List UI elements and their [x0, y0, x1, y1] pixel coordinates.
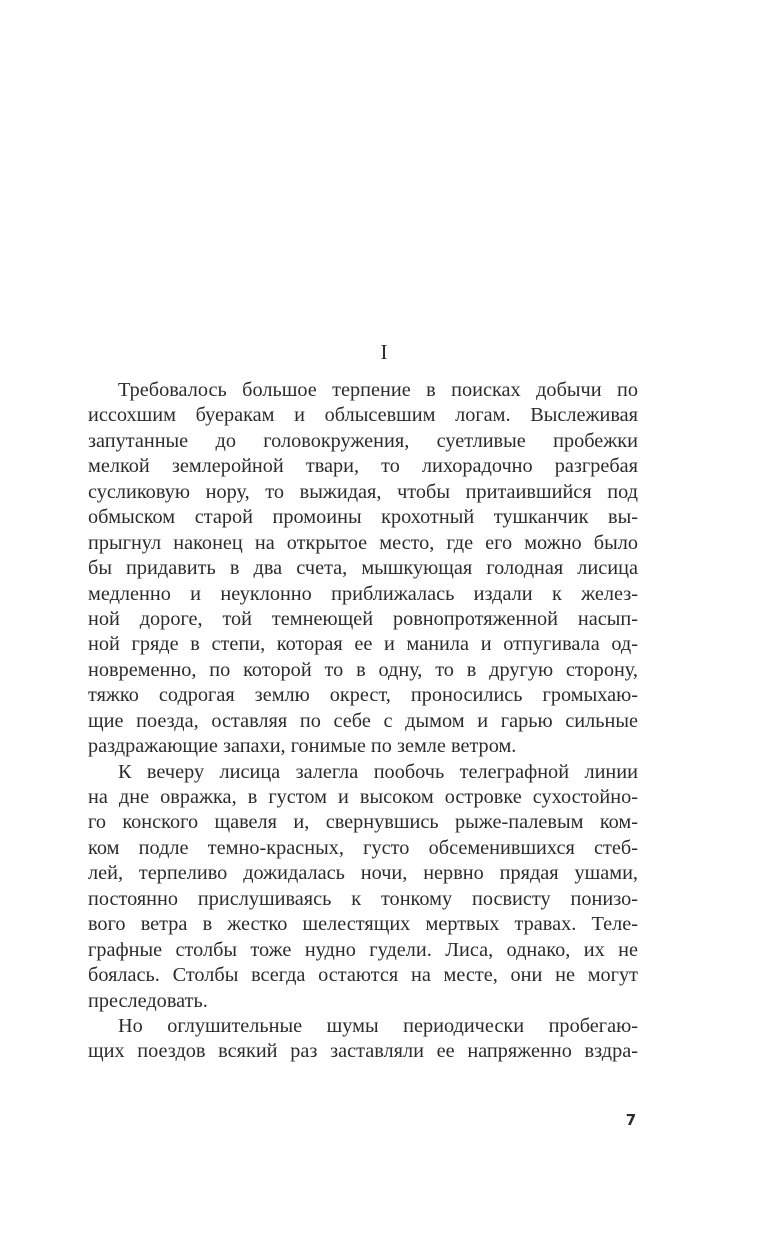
text-line: запутанные до головокружения, суетливые пробежки: [88, 429, 638, 452]
body-text: [88, 378, 638, 1065]
text-line: щие поезда, оставляя по себе с дымом и гарью сильные: [88, 709, 638, 732]
text-line: ком подле темно-красных, густо обсеменившихся стеб-: [88, 836, 638, 859]
text-line: иссохшим буеракам и облысевшим логам. Выслеживая: [88, 404, 638, 427]
text-line: мелкой землеройной твари, то лихорадочно разгребая: [88, 455, 638, 478]
text-line: сусликовую нору, то выжидая, чтобы притаившийся под: [88, 480, 638, 503]
paragraph: [88, 1014, 638, 1065]
text-line: бы придавить в два счета, мышкующая голодная лисица: [88, 557, 638, 580]
text-line: на дне овражка, в густом и высоком островке сухостойно-: [88, 786, 638, 808]
text-line: боялась. Столбы всегда остаются на месте, они не могут: [88, 964, 638, 987]
text-line: новременно, по которой то в одну, то в другую сторону,: [88, 658, 638, 681]
text-line: вого ветра в жестко шелестящих мертвых травах. Теле-: [88, 913, 638, 936]
text-line: Требовалось большое терпение в поисках добычи по: [118, 379, 638, 401]
text-line: К вечеру лисица залегла пообочь телеграфной линии: [118, 760, 638, 783]
text-line: ной гряде в степи, которая ее и манила и отпугивала од-: [88, 633, 638, 656]
paragraph: [88, 378, 638, 760]
text-line: постоянно прислушиваясь к тонкому посвисту понизо-: [88, 887, 638, 910]
text-line: лей, терпеливо дожидалась ночи, нервно прядая ушами,: [88, 862, 638, 885]
text-line: Но оглушительные шумы периодически пробегаю-: [118, 1014, 638, 1037]
text-line: преследовать.: [88, 989, 208, 1012]
page-number: 7: [625, 1111, 637, 1129]
paragraph: [88, 760, 638, 1014]
text-line: раздражающие запахи, гонимые по земле ветром.: [88, 735, 517, 758]
text-line: щих поездов всякий раз заставляли ее напряженно вздра-: [88, 1040, 638, 1063]
text-line: прыгнул наконец на открытое место, где его можно было: [88, 531, 638, 554]
text-line: го конского щавеля и, свернувшись рыже-палевым ком-: [88, 811, 638, 834]
chapter-heading: I: [380, 340, 388, 364]
text-line: тяжко содрогая землю окрест, проносились громыхаю-: [88, 684, 638, 707]
text-line: графные столбы тоже нудно гудели. Лиса, однако, их не: [88, 938, 638, 961]
text-line: медленно и неуклонно приближалась издали к желез-: [88, 582, 638, 605]
text-line: обмыском старой промоины крохотный тушканчик вы-: [88, 506, 638, 529]
text-line: ной дороге, той темнеющей ровнопротяженной насып-: [88, 607, 638, 630]
